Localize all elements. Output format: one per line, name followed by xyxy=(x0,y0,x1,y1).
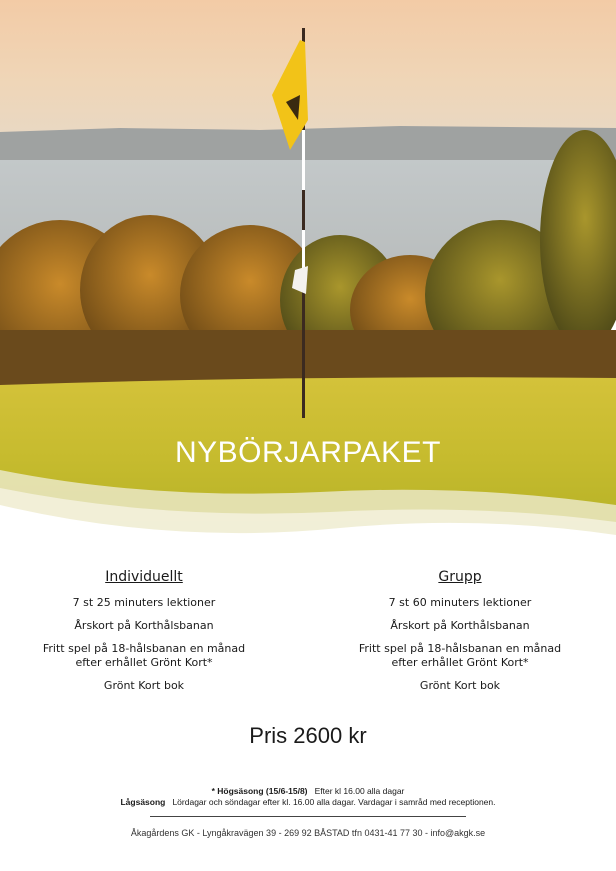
package-heading: Individuellt xyxy=(105,569,183,585)
low-season-line xyxy=(0,797,616,807)
package-item: Årskort på Korthålsbanan xyxy=(74,619,214,632)
low-season-text: Lördagar och söndagar efter kl. 16.00 alla dagar. Vardagar i samråd med receptionen. xyxy=(172,797,496,807)
price: Pris 2600 kr xyxy=(249,723,367,748)
package-item: Grönt Kort bok xyxy=(103,679,185,692)
package-item: 7 st 60 minuters lektioner xyxy=(388,596,532,609)
package-item: Grönt Kort bok xyxy=(419,679,501,692)
low-season-label: Lågsäsong xyxy=(120,797,166,807)
divider xyxy=(150,816,466,817)
package-heading: Grupp xyxy=(438,569,482,585)
package-item: 7 st 25 minuters lektioner xyxy=(72,596,216,609)
high-season-line xyxy=(0,786,616,796)
footer-contact: Åkagårdens GK - Lyngåkravägen 39 - 269 92 BÅSTAD tfn 0431-41 77 30 - info@akgk.se xyxy=(130,828,486,838)
high-season-text: Efter kl 16.00 alla dagar xyxy=(314,786,405,796)
package-group xyxy=(340,568,580,702)
high-season-label: * Högsäsong (15/6-15/8) xyxy=(211,786,308,796)
package-individual xyxy=(24,568,264,702)
package-item: Årskort på Korthålsbanan xyxy=(390,619,530,632)
package-item: Fritt spel på 18-hålsbanan en månad efter erhållet Grönt Kort* xyxy=(358,642,562,669)
page-title: NYBÖRJARPAKET xyxy=(175,436,441,469)
package-item: Fritt spel på 18-hålsbanan en månad efter erhållet Grönt Kort* xyxy=(42,642,246,669)
